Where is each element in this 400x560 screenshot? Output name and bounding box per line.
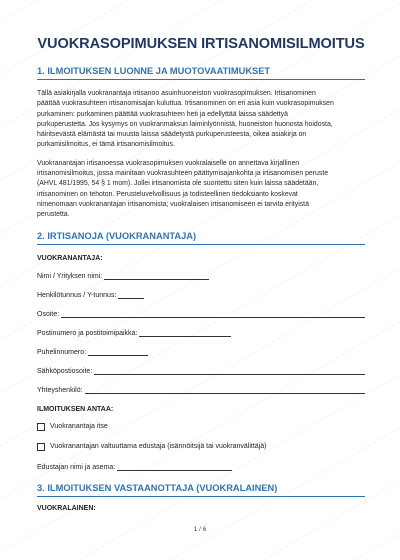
landlord-id-field[interactable]: Henkilötunnus / Y-tunnus: — [37, 289, 365, 299]
landlord-email-field[interactable]: Sähköpostiosoite: — [37, 365, 365, 375]
landlord-name-input-line[interactable] — [104, 271, 209, 280]
agent-name-input-line[interactable] — [117, 462, 232, 471]
section-1-paragraph-1: Tällä asiakirjalla vuokranantaja irtisanoo asuinhuoneiston vuokrasopimuksen. Irtisanominen päättää vuokrasuhteen irtisanomisajan kuluttua. Irtisanominen on eri asia kuin vuokrasopimuksen purkaminen: purkaminen päättää vuokrasuhteen heti ja edellyttää laissa säädettyä purkuperustetta. Jos kysymys on vuokranmaksun laiminlyönnistä, huoneiston huonosta hoidosta, häiritsevästä elämästä tai muusta laissa säädetystä purkuperusteesta, oikea asiakirja on purkamisilmoitus, ei tämä irtisanomisilmoitus. — [37, 90, 334, 149]
landlord-name-field[interactable]: Nimi / Yrityksen nimi: — [37, 270, 365, 280]
landlord-postal-input-line[interactable] — [139, 328, 231, 337]
document-page — [37, 36, 365, 512]
landlord-contact-input-line[interactable] — [85, 385, 365, 394]
landlord-postal-field[interactable]: Postinumero ja postitoimipaikka: — [37, 327, 365, 337]
section-heading-2: 2. IRTISANOJA (VUOKRANANTAJA) — [37, 231, 365, 245]
landlord-agent-checkbox[interactable] — [37, 443, 45, 451]
section-1-paragraph-2: Vuokranantajan irtisanoessa vuokrasopimuksen vuokralaiselle on annettava kirjallinen irtisanomisilmoitus, jossa mainitaan vuokrasuhteen päättymisajankohta ja irtisanomisen peruste (AHVL 481/1995, 54 § 1 mom). Jollei irtisanomista ole suoritettu siten kuin laissa säädetään, irtisanominen on tehoton. Perusteluvelvollisuus ja todisteellinen tiedoksianto koskevat nimenomaan vuokranantajan irtisanomista; vuokralaisen irtisanomiseen ei tarvita erityistä perustetta. — [37, 159, 329, 219]
landlord-id-input-line[interactable] — [118, 290, 144, 299]
landlord-phone-input-line[interactable] — [88, 347, 148, 356]
agent-name-field[interactable]: Edustajan nimi ja asema: — [37, 461, 365, 471]
landlord-address-input-line[interactable] — [61, 309, 365, 318]
document-title: VUOKRASOPIMUKSEN IRTISANOMISILMOITUS — [37, 36, 365, 52]
section-heading-3: 3. ILMOITUKSEN VASTAANOTTAJA (VUOKRALAINEN) — [37, 483, 365, 497]
page-indicator: 1 / 6 — [193, 526, 207, 533]
notifier-label: ILMOITUKSEN ANTAA: — [37, 405, 114, 413]
landlord-phone-field[interactable]: Puhelinnumero: — [37, 346, 365, 356]
landlord-label: VUOKRANANTAJA: — [37, 254, 103, 262]
landlord-email-input-line[interactable] — [94, 366, 365, 375]
landlord-contact-field[interactable]: Yhteyshenkilö: — [37, 384, 365, 394]
landlord-self-checkbox[interactable] — [37, 423, 45, 431]
section-heading-1: 1. ILMOITUKSEN LUONNE JA MUOTOVAATIMUKSET — [37, 66, 365, 80]
landlord-address-field[interactable]: Osoite: — [37, 308, 365, 318]
option-landlord-agent[interactable]: Vuokranantajan valtuuttama edustaja (isännöitsijä tai vuokranvälittäjä) — [37, 442, 365, 452]
option-landlord-self[interactable]: Vuokranantaja itse — [37, 422, 365, 432]
tenant-label: VUOKRALAINEN: — [37, 504, 96, 512]
